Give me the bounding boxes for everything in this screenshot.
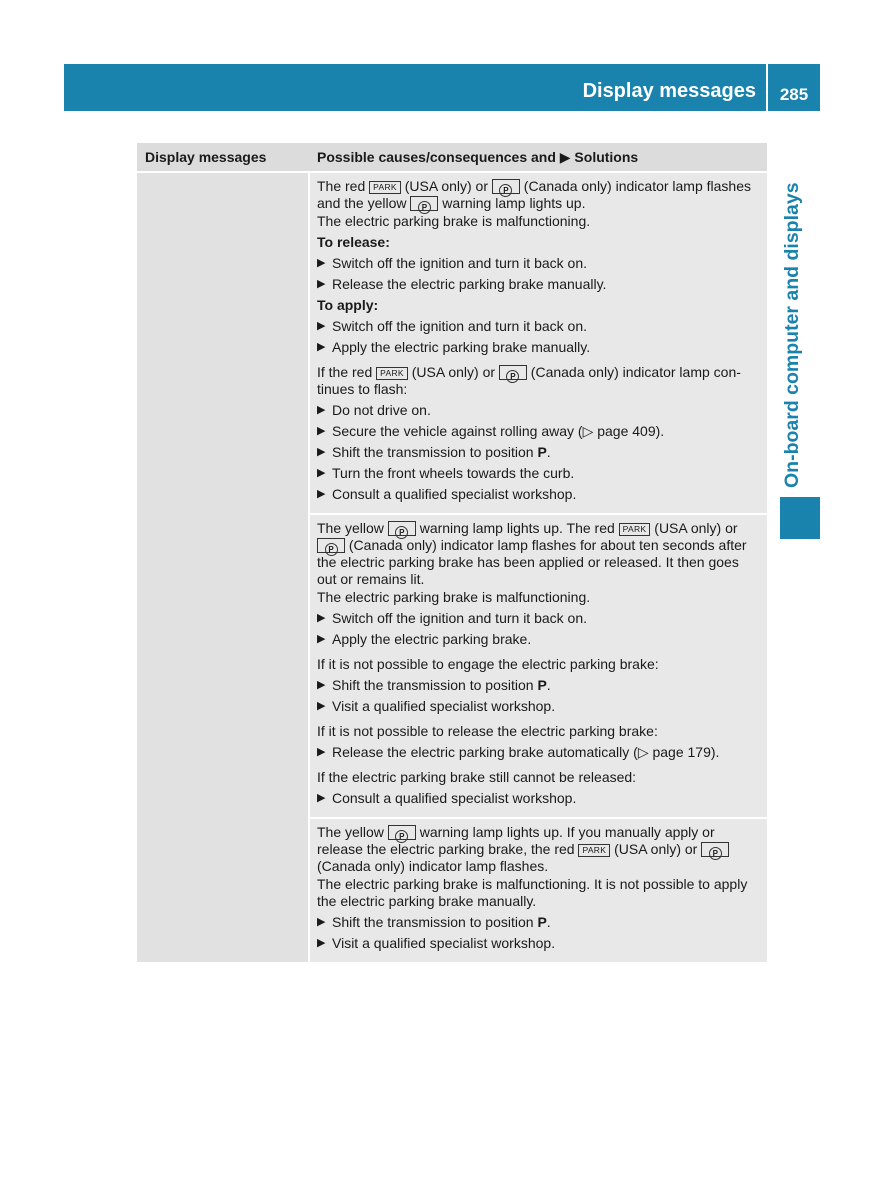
bullet-arrow-icon: ▶ (317, 488, 326, 500)
list-item: ▶ Consult a qualified specialist workshop. (317, 790, 577, 806)
parking-brake-icon: P (317, 538, 345, 553)
bullet-arrow-icon: ▶ (317, 937, 326, 949)
bullet-arrow-icon: ▶ (317, 633, 326, 645)
bullet-arrow-icon: ▶ (317, 792, 326, 804)
bullet-arrow-icon: ▶ (317, 746, 326, 758)
list-item: ▶ Visit a qualified specialist workshop. (317, 698, 556, 714)
cause-text: The electric parking brake is malfunctioning. (317, 213, 591, 229)
table-row (310, 515, 767, 817)
cause-text: The electric parking brake is malfunctioning. It is not possible to apply the electric parking brake manually. (317, 876, 748, 909)
park-indicator-icon: PARK (369, 181, 401, 194)
bullet-arrow-icon: ▶ (317, 446, 326, 458)
release-heading: To release: (317, 234, 390, 250)
header-bar (64, 64, 766, 111)
page-title: Display messages (582, 80, 756, 102)
column-header-display-messages: Display messages (145, 149, 267, 165)
parking-brake-icon: P (701, 842, 729, 857)
list-item: ▶ Consult a qualified specialist workshop. (317, 486, 577, 502)
page-number: 285 (779, 85, 809, 104)
section-marker (780, 497, 820, 539)
parking-brake-icon: P (410, 196, 438, 211)
flash-condition-text: If the red PARK (USA only) or P (Canada only) indicator lamp con-tinues to flash: (317, 364, 741, 397)
parking-brake-icon: P (499, 365, 527, 380)
list-item: ▶ Do not drive on. (317, 402, 431, 418)
list-item: ▶ Turn the front wheels towards the curb. (317, 465, 575, 481)
row-intro: The yellow P warning lamp lights up. If you manually apply or release the electric parking brake, the red PARK (USA only) or P (Canada only) indicator lamp flashes. (317, 824, 762, 875)
list-item: ▶ Secure the vehicle against rolling away (▷ page 409). (317, 423, 665, 439)
list-item: ▶ Shift the transmission to position P. (317, 677, 551, 693)
list-item: ▶ Switch off the ignition and turn it back on. (317, 318, 588, 334)
list-item: ▶ Visit a qualified specialist workshop. (317, 935, 556, 951)
parking-brake-icon: P (388, 825, 416, 840)
bullet-arrow-icon: ▶ (317, 612, 326, 624)
park-indicator-icon: PARK (578, 844, 610, 857)
list-item: ▶ Switch off the ignition and turn it back on. (317, 255, 588, 271)
list-item: ▶ Switch off the ignition and turn it back on. (317, 610, 588, 626)
list-item: ▶ Shift the transmission to position P. (317, 914, 551, 930)
page-number-box (768, 64, 820, 111)
bullet-arrow-icon: ▶ (317, 425, 326, 437)
list-item: ▶ Release the electric parking brake automatically (▷ page 179). (317, 744, 720, 760)
park-indicator-icon: PARK (376, 367, 408, 380)
row-intro: The red PARK (USA only) or P (Canada only) indicator lamp flashes and the yellow P warning lamp lights up. (317, 178, 752, 212)
parking-brake-icon: P (388, 521, 416, 536)
bullet-arrow-icon: ▶ (317, 320, 326, 332)
section-side-title: On-board computer and displays (781, 182, 803, 488)
apply-heading: To apply: (317, 297, 379, 313)
bullet-arrow-icon: ▶ (317, 467, 326, 479)
display-message-column (137, 173, 308, 962)
still-condition-text: If the electric parking brake still cannot be released: (317, 769, 637, 785)
bullet-arrow-icon: ▶ (317, 278, 326, 290)
display-messages-table (137, 143, 767, 951)
bullet-arrow-icon: ▶ (317, 257, 326, 269)
bullet-arrow-icon: ▶ (317, 341, 326, 353)
table-row (310, 173, 767, 513)
list-item: ▶ Apply the electric parking brake manually. (317, 339, 591, 355)
release-condition-text: If it is not possible to release the electric parking brake: (317, 723, 658, 739)
list-item: ▶ Release the electric parking brake manually. (317, 276, 607, 292)
solutions-column (310, 173, 767, 964)
parking-brake-icon: P (492, 179, 520, 194)
park-indicator-icon: PARK (619, 523, 651, 536)
bullet-arrow-icon: ▶ (317, 679, 326, 691)
cause-text: The electric parking brake is malfunctioning. (317, 589, 591, 605)
table-header (137, 143, 767, 171)
row-intro: The yellow P warning lamp lights up. The red PARK (USA only) or P (Canada only) indicator lamp flashes for about ten seconds after the electric parking brake has been applied or released. It then goes out or remains lit. (317, 520, 747, 587)
table-row (310, 819, 767, 962)
bullet-arrow-icon: ▶ (317, 700, 326, 712)
list-item: ▶ Shift the transmission to position P. (317, 444, 551, 460)
list-item: ▶ Apply the electric parking brake. (317, 631, 532, 647)
bullet-arrow-icon: ▶ (317, 404, 326, 416)
column-header-solutions: Possible causes/consequences and ▶ Solutions (317, 149, 639, 165)
engage-condition-text: If it is not possible to engage the electric parking brake: (317, 656, 659, 672)
bullet-arrow-icon: ▶ (317, 916, 326, 928)
